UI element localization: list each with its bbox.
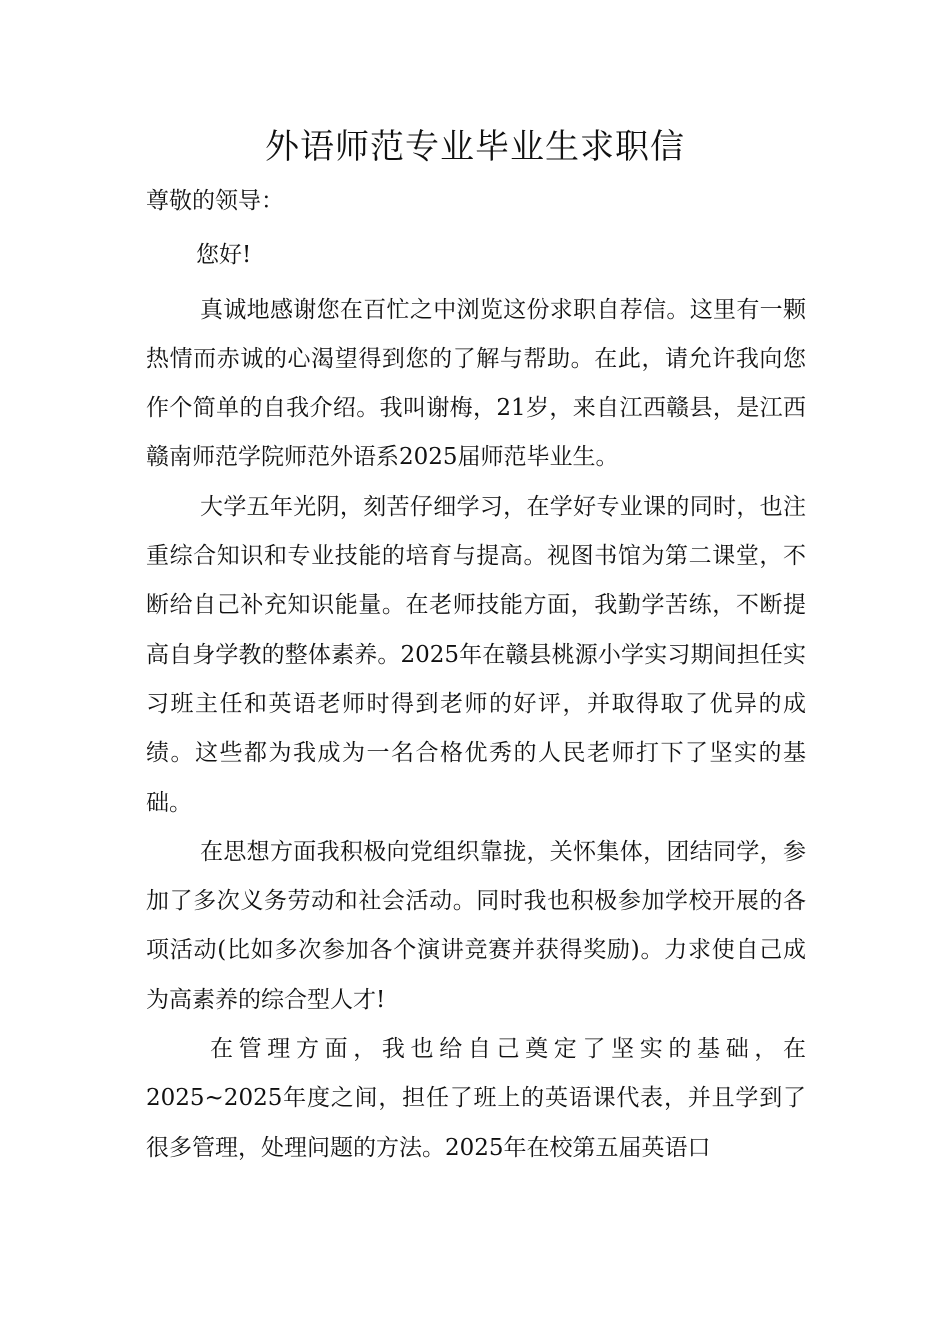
salutation: 尊敬的领导： bbox=[146, 188, 284, 214]
document-title: 外语师范专业毕业生求职信 bbox=[265, 127, 685, 167]
paragraph-introduction: 真诚地感谢您在百忙之中浏览这份求职自荐信。这里有一颗热情而赤诚的心渴望得到您的了解与帮助。在此，请允许我向您作个简单的自我介绍。我叫谢梅，21岁，来自江西赣县，是江西赣南师范学院师范外语系2025届师范毕业生。 bbox=[146, 296, 806, 471]
paragraph-study: 大学五年光阴，刻苦仔细学习，在学好专业课的同时，也注重综合知识和专业技能的培育与提高。视图书馆为第二课堂，不断给自己补充知识能量。在老师技能方面，我勤学苦练，不断提高自身学教的整体素养。2025年在赣县桃源小学实习期间担任实习班主任和英语老师时得到老师的好评，并取得取了优异的成绩。这些都为我成为一名合格优秀的人民老师打下了坚实的基础。 bbox=[146, 493, 806, 816]
greeting: 您好! bbox=[196, 242, 252, 269]
letter-body bbox=[146, 177, 806, 1173]
paragraph-ideology: 在思想方面我积极向党组织靠拢，关怀集体，团结同学，参加了多次义务劳动和社会活动。同时我也积极参加学校开展的各项活动(比如多次参加各个演讲竞赛并获得奖励)。力求使自己成为高素养的综合型人才! bbox=[146, 838, 806, 1013]
paragraph-management: 在管理方面，我也给自己奠定了坚实的基础，在2025~2025年度之间，担任了班上的英语课代表，并且学到了很多管理，处理问题的方法。2025年在校第五届英语口 bbox=[146, 1036, 806, 1161]
